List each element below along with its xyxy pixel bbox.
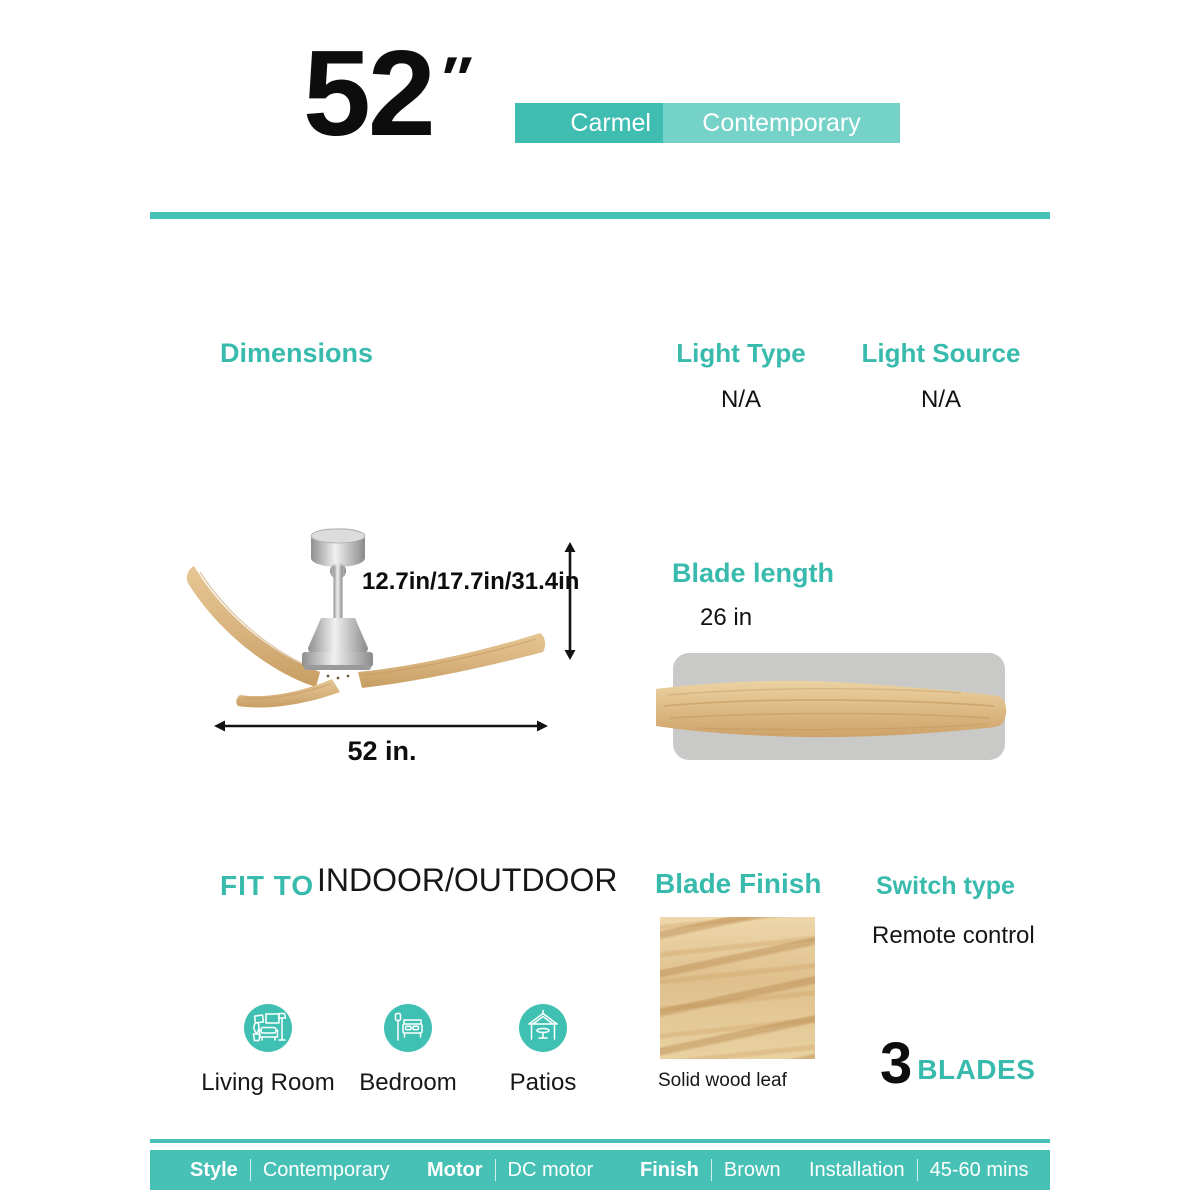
footer-separator [495,1159,496,1181]
series-badge [515,103,900,143]
blade-length-value: 26 in [700,604,753,631]
footer-item-style [190,1150,390,1190]
room-bedroom [338,1004,478,1097]
footer-separator [250,1159,251,1181]
blade-length-title: Blade length [672,558,835,588]
series-name-badge: Carmel [515,103,663,143]
fan-size-display [303,25,475,161]
fit-to-value: INDOOR/OUTDOOR [317,862,618,898]
room-label: Patios [509,1069,577,1096]
dimensions-title: Dimensions [220,338,374,368]
blade-photo [656,676,1010,742]
blades-count-label: BLADES [917,1054,1036,1086]
footer-item-value: Contemporary [262,1158,390,1181]
inch-mark: ″ [437,45,475,114]
room-living-room [198,1004,338,1097]
footer-item-installation [809,1150,1029,1190]
bedroom-icon [384,1004,432,1052]
light-source-title: Light Source [861,338,1021,368]
light-type-section [653,338,829,414]
switch-type-title: Switch type [876,872,1015,900]
blades-count-display [880,1031,1036,1096]
style-name-badge: Contemporary [663,103,900,143]
fan-downrod [334,566,343,620]
room-patios [473,1004,613,1097]
footer-item-value: 45-60 mins [929,1158,1029,1181]
room-label: Living Room [201,1069,335,1096]
patio-icon [519,1004,567,1052]
header-divider [150,212,1050,219]
light-type-value: N/A [720,386,761,413]
fan-motor [308,618,368,654]
living-room-icon [244,1004,292,1052]
footer-item-label: Installation [809,1158,905,1181]
width-dimension-arrow [214,718,548,734]
footer-item-label: Style [190,1158,238,1181]
footer-item-label: Motor [427,1158,483,1181]
light-source-value: N/A [920,386,961,413]
footer-item-value: DC motor [507,1158,594,1181]
switch-type-value: Remote control [872,922,1035,949]
fit-to-label: FIT TO [220,870,315,901]
footer-spec-bar [150,1150,1050,1190]
footer-item-motor [427,1150,593,1190]
wood-finish-swatch [660,917,815,1059]
footer-item-finish [640,1150,781,1190]
fan-blade-bottom [236,679,340,708]
room-label: Bedroom [359,1069,457,1096]
footer-item-label: Finish [640,1158,699,1181]
light-type-title: Light Type [676,338,806,368]
fan-blade-left [187,566,320,687]
fan-size-value: 52 [303,25,433,161]
footer-item-value: Brown [723,1158,781,1181]
wood-finish-caption: Solid wood leaf [658,1070,787,1091]
blades-count-value: 3 [880,1031,913,1096]
height-dimension-label: 12.7in/17.7in/31.4in [362,568,580,595]
blade-finish-title: Blade Finish [655,868,822,899]
light-source-section [853,338,1029,414]
footer-accent-line [150,1139,1050,1143]
height-dimension-arrow [562,542,578,660]
width-dimension-label: 52 in. [347,736,417,766]
footer-separator [917,1159,918,1181]
footer-separator [711,1159,712,1181]
ceiling-fan-image [170,522,560,712]
